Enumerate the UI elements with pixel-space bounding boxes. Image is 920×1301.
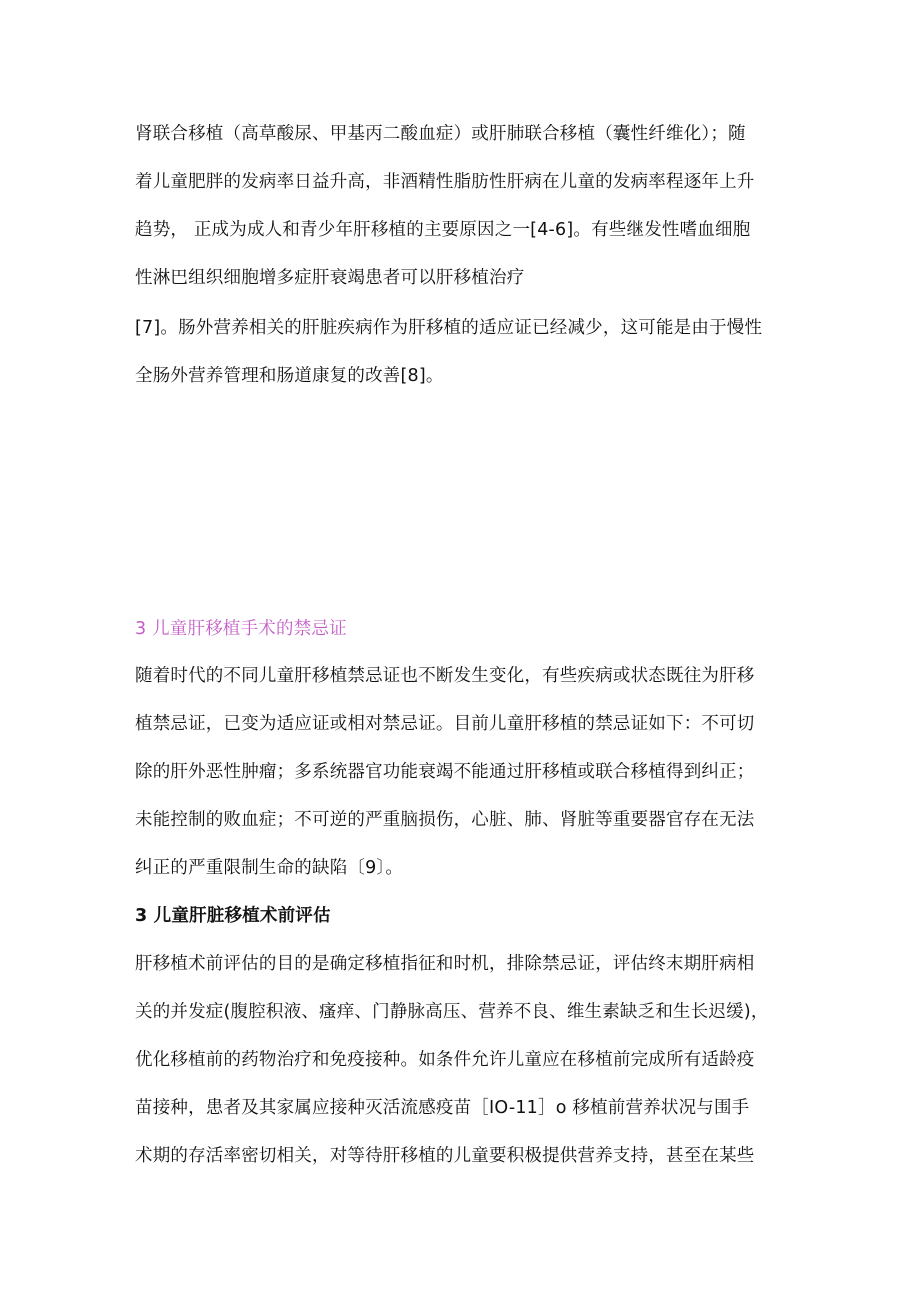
paragraph-line: 除的肝外恶性肿瘤；多系统器官功能衰竭不能通过肝移植或联合移植得到纠正；	[135, 762, 755, 782]
paragraph-line: 着儿童肥胖的发病率日益升高，非酒精性脂肪性肝病在儿童的发病率程逐年上升	[135, 172, 755, 192]
paragraph-line: 术期的存活率密切相关，对等待肝移植的儿童要积极提供营养支持，甚至在某些	[135, 1146, 755, 1166]
paragraph-line: 随着时代的不同儿童肝移植禁忌证也不断发生变化，有些疾病或状态既往为肝移	[135, 666, 755, 686]
paragraph-line: 全肠外营养管理和肠道康复的改善[8]。	[135, 366, 444, 386]
paragraph-line: [7]。肠外营养相关的肝脏疾病作为肝移植的适应证已经减少，这可能是由于慢性	[135, 318, 763, 338]
paragraph-line: 关的并发症(腹腔积液、瘙痒、门静脉高压、营养不良、维生素缺乏和生长迟缓)，	[135, 1002, 769, 1022]
paragraph-line: 未能控制的败血症；不可逆的严重脑损伤，心脏、肺、肾脏等重要器官存在无法	[135, 810, 755, 830]
paragraph-line: 肾联合移植（高草酸尿、甲基丙二酸血症）或肝肺联合移植（囊性纤维化）；随	[135, 124, 746, 144]
paragraph-line: 纠正的严重限制生命的缺陷〔9〕。	[135, 858, 404, 878]
paragraph-line: 肝移植术前评估的目的是确定移植指征和时机，排除禁忌证，评估终末期肝病相	[135, 954, 755, 974]
paragraph-line: 趋势， 正成为成人和青少年肝移植的主要原因之一[4-6]。有些继发性嗜血细胞	[135, 220, 751, 240]
section-heading-preoperative-evaluation: 3 儿童肝脏移植术前评估	[135, 906, 331, 926]
paragraph-line: 植禁忌证，已变为适应证或相对禁忌证。目前儿童肝移植的禁忌证如下：不可切	[135, 714, 755, 734]
section-heading-contraindications: 3 儿童肝移植手术的禁忌证	[135, 619, 347, 639]
paragraph-line: 优化移植前的药物治疗和免疫接种。如条件允许儿童应在移植前完成所有适龄疫	[135, 1050, 755, 1070]
paragraph-line: 苗接种，患者及其家属应接种灭活流感疫苗［IO-11］o 移植前营养状况与围手	[135, 1098, 750, 1118]
paragraph-line: 性淋巴组织细胞增多症肝衰竭患者可以肝移植治疗	[135, 268, 525, 288]
